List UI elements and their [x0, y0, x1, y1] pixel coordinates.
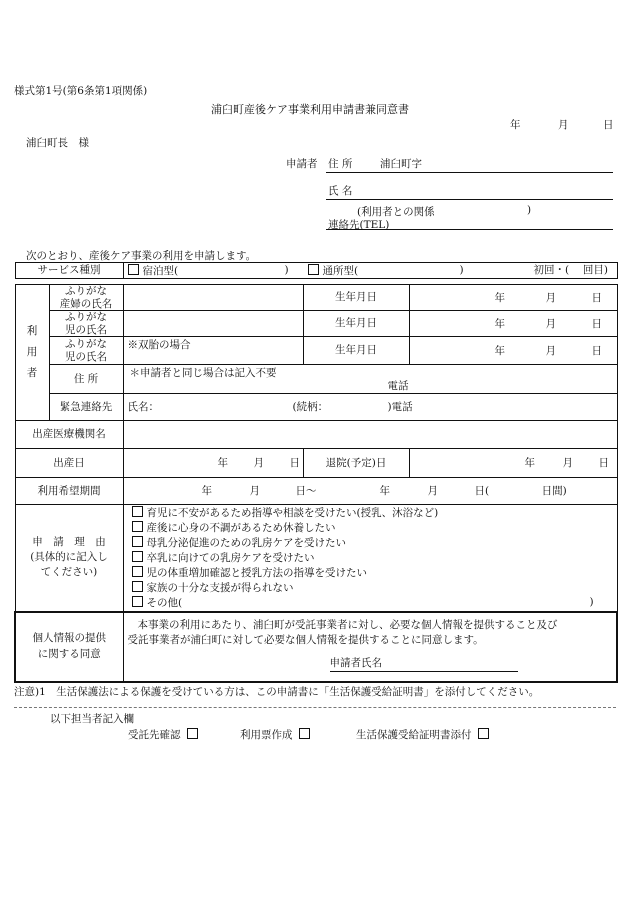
ymd-month: 月: [253, 457, 264, 469]
staff-heading: 以下担当者記入欄: [50, 713, 134, 725]
reason-item[interactable]: 産後に心身の不調があるため休養したい: [132, 521, 336, 534]
reason-checkbox[interactable]: [132, 551, 143, 562]
applicant-address-label: 住 所: [328, 158, 353, 170]
emergency-name-label: 氏名：: [127, 401, 159, 413]
staff-item-3: 生活保護受給証明書添付: [356, 727, 493, 742]
address-phone-label: 電話: [387, 380, 409, 392]
twins-note: ※双胎の場合: [127, 339, 191, 351]
child-birthdate-field[interactable]: [409, 311, 617, 337]
ymd-year: 年: [217, 457, 228, 469]
contact-underline[interactable]: [326, 229, 613, 230]
ymd-year: 年: [494, 292, 505, 304]
note-text: 注意)1 生活保護法による保護を受けている方は、この申請書に「生活保護受給証明書」を添付してください。: [14, 686, 540, 698]
period-tilde: 日〜: [295, 485, 317, 497]
signature-label: 申請者氏名: [329, 656, 382, 669]
child2-name-field[interactable]: [123, 337, 303, 365]
addressee: 浦臼町長 様: [26, 137, 89, 149]
user-section-label: 利 用 者: [15, 285, 49, 421]
reason-item[interactable]: 家族の十分な支援が得られない: [132, 581, 294, 594]
contact-label: 連絡先(TEL): [328, 219, 390, 231]
child2-birthdate-field[interactable]: [409, 337, 617, 365]
period-label: 利用希望期間: [15, 478, 123, 505]
date-month: 月: [558, 119, 569, 131]
ymd-year: 年: [524, 457, 535, 469]
ymd-month: 月: [427, 485, 438, 497]
intro-text: 次のとおり、産後ケア事業の利用を申請します。: [26, 250, 257, 262]
staff-item-2: 利用票作成: [240, 727, 314, 742]
emergency-relation-label: (続柄：: [292, 401, 329, 413]
discharge-field[interactable]: [409, 449, 617, 478]
child2-name-label: ふりがな 児の氏名: [49, 337, 123, 365]
day-checkbox[interactable]: [308, 264, 319, 275]
reason-checkbox[interactable]: [132, 506, 143, 517]
emergency-field[interactable]: [123, 394, 617, 421]
reason-item[interactable]: 児の体重増加確認と授乳方法の指導を受けたい: [132, 566, 368, 579]
child-name-field[interactable]: [123, 311, 303, 337]
birth-day-label: 出産日: [15, 449, 123, 478]
ymd-year: 年: [494, 318, 505, 330]
hospital-field[interactable]: [123, 421, 617, 449]
reason-field: [123, 505, 617, 612]
ymd-month: 月: [545, 292, 556, 304]
applicant-address-value: 浦臼町字: [380, 158, 422, 170]
reason-item[interactable]: 育児に不安があるため指導や相談を受けたい(授乳、沐浴など): [132, 506, 439, 519]
mother-name-label: ふりがな 産婦の氏名: [49, 285, 123, 311]
reason-checkbox[interactable]: [132, 566, 143, 577]
consent-text-1: 本事業の利用にあたり、浦臼町が受託事業者に対し、必要な個人情報を提供すること及び: [137, 618, 558, 631]
day-label: 通所型(: [322, 265, 359, 277]
application-table: [14, 262, 618, 683]
mother-birthdate-field[interactable]: [409, 285, 617, 311]
reason-checkbox[interactable]: [132, 596, 143, 607]
service-type-label: サービス種別: [15, 263, 123, 279]
stay-close: ): [284, 264, 289, 276]
ymd-day: 日: [598, 457, 609, 469]
ymd-year: 年: [201, 485, 212, 497]
ymd-day: 日: [591, 318, 602, 330]
ymd-month: 月: [545, 318, 556, 330]
staff-checkbox-2[interactable]: [299, 728, 310, 739]
user-address-field[interactable]: [123, 365, 617, 394]
ymd-day: 日: [591, 292, 602, 304]
applicant-name-label: 氏 名: [328, 185, 353, 197]
ymd-day: 日: [289, 457, 300, 469]
period-field[interactable]: [123, 478, 617, 505]
dashed-divider: [14, 707, 616, 708]
staff-checkbox-3[interactable]: [478, 728, 489, 739]
visit-count[interactable]: 初回・( 回目): [533, 264, 609, 276]
date-year: 年: [510, 119, 521, 131]
address-note: ＊申請者と同じ場合は記入不要: [129, 367, 277, 379]
emergency-phone-label: )電話: [387, 401, 413, 413]
relation-label: (利用者との関係: [357, 206, 435, 218]
reason-item[interactable]: 母乳分泌促進のための乳房ケアを受けたい: [132, 536, 347, 549]
child2-birthdate-label: 生年月日: [303, 337, 409, 365]
birth-day-field[interactable]: [123, 449, 303, 478]
stay-checkbox[interactable]: [128, 264, 139, 275]
date-day: 日: [603, 119, 614, 131]
reason-other-close: ): [589, 596, 594, 608]
consent-text-2: 受託事業者が浦臼町に対して必要な個人情報を提供することに同意します。: [127, 633, 484, 646]
consent-label: 個人情報の提供 に関する同意: [15, 612, 123, 682]
stay-label: 宿泊型(: [142, 264, 179, 277]
form-number: 様式第1号(第6条第1項関係): [14, 85, 148, 97]
consent-field: [123, 612, 617, 682]
name-underline[interactable]: [326, 199, 613, 200]
signature-line[interactable]: [330, 671, 518, 672]
ymd-month: 月: [562, 457, 573, 469]
child-name-label: ふりがな 児の氏名: [49, 311, 123, 337]
form-title: 浦臼町産後ケア事業利用申請書兼同意書: [211, 103, 409, 116]
discharge-label: 退院(予定)日: [303, 449, 409, 478]
user-address-label: 住 所: [49, 365, 123, 394]
reason-checkbox[interactable]: [132, 536, 143, 547]
hospital-label: 出産医療機関名: [15, 421, 123, 449]
service-type-cell: [123, 263, 617, 279]
day-close: ): [459, 264, 464, 276]
child-birthdate-label: 生年月日: [303, 311, 409, 337]
ymd-month: 月: [545, 345, 556, 357]
address-underline[interactable]: [326, 172, 613, 173]
emergency-label: 緊急連絡先: [49, 394, 123, 421]
mother-name-field[interactable]: [123, 285, 303, 311]
staff-item-1: 受託先確認: [128, 727, 202, 742]
reason-label: 申 請 理 由 (具体的に記入し てください): [15, 505, 123, 612]
reason-item-other[interactable]: その他(: [132, 596, 183, 609]
mother-birthdate-label: 生年月日: [303, 285, 409, 311]
period-days: 日( 日間): [474, 485, 567, 497]
ymd-year: 年: [379, 485, 390, 497]
applicant-label: 申請者: [286, 158, 318, 170]
staff-checkbox-1[interactable]: [187, 728, 198, 739]
relation-close: ): [527, 204, 532, 216]
ymd-month: 月: [249, 485, 260, 497]
ymd-year: 年: [494, 345, 505, 357]
reason-checkbox[interactable]: [132, 521, 143, 532]
ymd-day: 日: [591, 345, 602, 357]
reason-checkbox[interactable]: [132, 581, 143, 592]
reason-item[interactable]: 卒乳に向けての乳房ケアを受けたい: [132, 551, 315, 564]
